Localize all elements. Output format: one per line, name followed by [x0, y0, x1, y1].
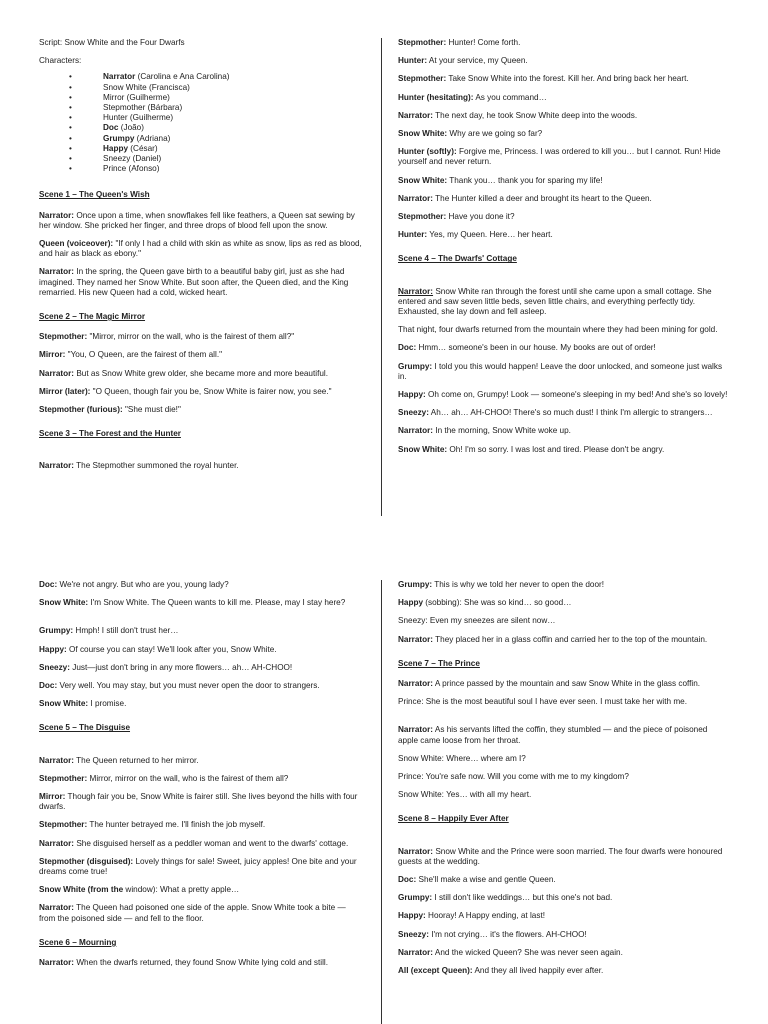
- speaker-name: Snow White:: [39, 598, 89, 608]
- speaker-name: Hunter:: [398, 230, 428, 240]
- dialogue-line: [39, 211, 364, 231]
- dialogue-line: [398, 426, 728, 436]
- dialogue-line: [398, 847, 728, 867]
- dialogue-line: [39, 820, 364, 830]
- dialogue-line: [39, 239, 364, 259]
- dialogue-text: Lovely things for sale! Sweet, juicy apples! One bite and your dreams come true!: [39, 856, 357, 877]
- speaker-name: Happy:: [398, 911, 426, 921]
- character-actor: (César): [128, 143, 158, 153]
- speaker-name: Doc:: [398, 875, 417, 885]
- speaker-name: Sneezy:: [398, 408, 429, 418]
- speaker-name: Doc:: [39, 681, 58, 691]
- dialogue-text: Very well. You may stay, but you must never open the door to strangers.: [57, 681, 320, 691]
- speaker-name: Narrator:: [39, 755, 75, 765]
- dialogue-line: [398, 445, 728, 455]
- dialogue-text: The hunter betrayed me. I'll finish the job myself.: [87, 820, 266, 830]
- speaker-name: Stepmother:: [398, 74, 447, 84]
- character-actor: (Carolina e Ana Carolina): [135, 72, 230, 82]
- speaker-name: Snow White (from the: [39, 885, 124, 895]
- speaker-name: Hunter:: [398, 56, 428, 66]
- dialogue-line: [398, 38, 728, 48]
- speaker-name: Narrator:: [39, 210, 75, 220]
- column-divider-bottom: [381, 580, 382, 1024]
- speaker-name: Narrator:: [398, 846, 434, 856]
- dialogue-line: [398, 111, 728, 121]
- speaker-name: Happy:: [398, 390, 426, 400]
- dialogue-line: [398, 635, 728, 645]
- dialogue-text: Take Snow White into the forest. Kill her. And bring back her heart.: [446, 74, 689, 84]
- dialogue-line: [398, 966, 728, 976]
- page1-right-column: [398, 38, 728, 463]
- dialogue-text: "She must die!": [122, 405, 181, 415]
- dialogue-line: [398, 147, 728, 167]
- dialogue-line: [398, 212, 728, 222]
- speaker-name: Grumpy:: [398, 893, 433, 903]
- speaker-name: Mirror:: [39, 792, 66, 802]
- dialogue-text: Why are we going so far?: [447, 129, 543, 139]
- speaker-name: All (except Queen):: [398, 966, 473, 976]
- scene-heading: Scene 1 – The Queen's Wish: [39, 190, 150, 200]
- dialogue-text: "O Queen, though fair you be, Snow White is fairer now, you see.": [90, 386, 332, 396]
- dialogue-line: [398, 790, 728, 800]
- dialogue-line: [398, 176, 728, 186]
- dialogue-line: [39, 626, 364, 636]
- dialogue-line: [398, 287, 728, 318]
- character-name: Hunter: [103, 113, 128, 123]
- dialogue-text: Yes, my Queen. Here… her heart.: [427, 230, 553, 240]
- speaker-name: Stepmother:: [398, 38, 447, 47]
- dialogue-text: I'm not crying… it's the flowers. AH-CHOO!: [428, 929, 587, 939]
- dialogue-line: [39, 332, 364, 342]
- dialogue-text: Ah… ah… AH-CHOO! There's so much dust! I think I'm allergic to strangers…: [428, 408, 713, 418]
- character-actor: (Guilherme): [127, 113, 174, 123]
- dialogue-line: [39, 405, 364, 415]
- character-name: Doc: [103, 123, 119, 133]
- character-name: Mirror: [103, 92, 125, 102]
- dialogue-text: In the spring, the Queen gave birth to a beautiful baby girl, just as she had imagined. They named her Snow White. But soon after, the Queen died, and the King remarried. His new Queen had a cold, wicked heart.: [39, 267, 349, 297]
- dialogue-text: "You, O Queen, are the fairest of them all.": [65, 350, 222, 360]
- dialogue-text: The next day, he took Snow White deep into the woods.: [433, 110, 638, 120]
- page2-right-column: [398, 580, 728, 984]
- dialogue-line: [39, 369, 364, 379]
- dialogue-line: [398, 772, 728, 782]
- dialogue-line: [398, 948, 728, 958]
- characters-label: Characters:: [39, 56, 82, 66]
- dialogue-line: [39, 839, 364, 849]
- dialogue-line: [39, 663, 364, 673]
- column-content: [398, 38, 728, 455]
- speaker-name: Snow White:: [39, 699, 89, 709]
- characters-list: [39, 72, 364, 174]
- speaker-name: Sneezy:: [398, 929, 429, 939]
- character-actor: (Guilherme): [124, 92, 170, 102]
- character-item: [69, 164, 364, 174]
- dialogue-line: [398, 390, 728, 400]
- speaker-name: Narrator:: [398, 426, 434, 436]
- dialogue-text: But as Snow White grew older, she became more and more beautiful.: [74, 368, 328, 378]
- dialogue-line: [39, 792, 364, 812]
- character-name: Sneezy: [103, 154, 131, 164]
- speaker-name: Narrator:: [39, 838, 75, 848]
- column-divider-top: [381, 38, 382, 516]
- dialogue-line: [398, 56, 728, 66]
- dialogue-line: [398, 725, 728, 745]
- dialogue-text: Forgive me, Princess. I was ordered to kill you… but I cannot. Run! Hide yourself and never return.: [398, 147, 721, 167]
- dialogue-line: [39, 387, 364, 397]
- dialogue-text: The Stepmother summoned the royal hunter.: [74, 461, 239, 471]
- speaker-name: Stepmother:: [39, 332, 88, 342]
- character-actor: (Adriana): [134, 133, 171, 143]
- dialogue-line: [39, 958, 364, 968]
- dialogue-text: Though fair you be, Snow White is fairer still. She lives beyond the hills with four dwarfs.: [39, 792, 358, 812]
- dialogue-text: Oh! I'm so sorry. I was lost and tired. Please don't be angry.: [447, 444, 665, 454]
- dialogue-line: [398, 230, 728, 240]
- dialogue-line: [398, 580, 728, 590]
- speaker-name: Stepmother (furious):: [39, 405, 123, 415]
- page2-left-column: [39, 580, 364, 976]
- dialogue-line: [39, 774, 364, 784]
- dialogue-text: When the dwarfs returned, they found Snow White lying cold and still.: [74, 958, 328, 968]
- dialogue-text: Once upon a time, when snowflakes fell like feathers, a Queen sat sewing by her window. She pricked her finger, and three drops of blood fell upon the snow.: [39, 210, 355, 230]
- dialogue-line: [39, 885, 364, 895]
- dialogue-text: Thank you… thank you for sparing my life!: [447, 175, 603, 185]
- dialogue-line: [39, 756, 364, 766]
- character-name: Stepmother: [103, 103, 146, 113]
- speaker-name: Grumpy:: [39, 626, 74, 636]
- dialogue-text: At your service, my Queen.: [427, 56, 528, 66]
- dialogue-text: I told you this would happen! Leave the door unlocked, and someone just walks in.: [398, 361, 723, 381]
- speaker-name: Narrator:: [39, 461, 75, 471]
- dialogue-line: [39, 857, 364, 877]
- scene-heading: Scene 3 – The Forest and the Hunter: [39, 429, 181, 439]
- speaker-name: Narrator:: [398, 634, 434, 644]
- dialogue-text: Hooray! A Happy ending, at last!: [425, 911, 545, 921]
- character-item: [69, 103, 364, 113]
- speaker-name: Hunter (hesitating):: [398, 92, 474, 102]
- character-item: [69, 123, 364, 133]
- character-actor: (Francisca): [146, 82, 190, 92]
- speaker-name: Narrator:: [39, 958, 75, 968]
- character-item: [69, 154, 364, 164]
- speaker-name: Doc:: [39, 580, 58, 589]
- speaker-name: Narrator:: [398, 679, 434, 689]
- dialogue-text: She'll make a wise and gentle Queen.: [416, 875, 556, 885]
- dialogue-text: Prince: She is the most beautiful soul I have ever seen. I must take her with me.: [398, 697, 687, 707]
- dialogue-text: The Queen returned to her mirror.: [74, 755, 199, 765]
- dialogue-text: This is why we told her never to open the door!: [432, 580, 605, 589]
- character-item: [69, 144, 364, 154]
- dialogue-text: And the wicked Queen? She was never seen again.: [433, 947, 623, 957]
- spacer: [398, 715, 728, 725]
- character-name: Grumpy: [103, 133, 135, 143]
- dialogue-text: Oh come on, Grumpy! Look — someone's sleeping in my bed! And she's so lovely!: [425, 390, 728, 400]
- scene-heading: Scene 6 – Mourning: [39, 937, 117, 947]
- speaker-name: Sneezy:: [39, 662, 70, 672]
- dialogue-text: In the morning, Snow White woke up.: [433, 426, 571, 436]
- character-actor: (Bárbara): [145, 103, 183, 113]
- dialogue-text: As his servants lifted the coffin, they stumbled — and the piece of poisoned apple came loose from her throat.: [398, 725, 708, 745]
- character-name: Happy: [103, 143, 129, 153]
- dialogue-line: [39, 681, 364, 691]
- dialogue-line: [39, 903, 364, 923]
- dialogue-line: [398, 598, 728, 608]
- script-title: Script: Snow White and the Four Dwarfs: [39, 38, 185, 47]
- speaker-name: Narrator:: [39, 903, 75, 913]
- character-name: Narrator: [103, 72, 136, 82]
- dialogue-text: I'm Snow White. The Queen wants to kill me. Please, may I stay here?: [88, 598, 346, 608]
- dialogue-text: Hmm… someone's been in our house. My books are out of order!: [416, 343, 656, 353]
- character-actor: (Daniel): [130, 154, 162, 164]
- scene-heading: Scene 4 – The Dwarfs' Cottage: [398, 254, 517, 264]
- dialogue-line: [398, 893, 728, 903]
- dialogue-text: The Queen had poisoned one side of the apple. Snow White took a bite — from the poisoned side — and fell to the floor.: [39, 903, 346, 923]
- dialogue-text: "Mirror, mirror on the wall, who is the fairest of them all?": [87, 332, 295, 342]
- dialogue-text: Hunter! Come forth.: [446, 38, 521, 47]
- character-item: [69, 93, 364, 103]
- dialogue-text: (sobbing): She was so kind… so good…: [423, 598, 572, 608]
- dialogue-text: I promise.: [88, 699, 127, 709]
- character-actor: (Afonso): [126, 164, 160, 174]
- dialogue-line: [39, 699, 364, 709]
- speaker-name: Stepmother (disguised):: [39, 856, 134, 866]
- dialogue-text: window): What a pretty apple…: [123, 885, 240, 895]
- dialogue-text: Sneezy: Even my sneezes are silent now…: [398, 616, 556, 626]
- speaker-name: Snow White:: [398, 175, 448, 185]
- character-actor: (João): [118, 123, 144, 133]
- dialogue-line: [398, 408, 728, 418]
- dialogue-text: That night, four dwarfs returned from the mountain where they had been mining for gold.: [398, 325, 718, 335]
- speaker-name: Narrator:: [39, 368, 75, 378]
- speaker-name: Happy: [398, 598, 424, 608]
- speaker-name: Stepmother:: [39, 773, 88, 783]
- dialogue-line: [398, 875, 728, 885]
- dialogue-text: Snow White and the Prince were soon married. The four dwarfs were honoured guests at the wedding.: [398, 846, 723, 866]
- dialogue-line: [39, 267, 364, 298]
- scene-heading: Scene 2 – The Magic Mirror: [39, 312, 146, 322]
- dialogue-line: [398, 930, 728, 940]
- dialogue-line: [39, 598, 364, 608]
- dialogue-line: [398, 679, 728, 689]
- dialogue-line: [398, 343, 728, 353]
- speaker-name: Narrator:: [398, 725, 434, 735]
- dialogue-line: [398, 362, 728, 382]
- dialogue-text: Prince: You're safe now. Will you come with me to my kingdom?: [398, 772, 629, 782]
- dialogue-text: A prince passed by the mountain and saw Snow White in the glass coffin.: [433, 679, 701, 689]
- dialogue-line: [398, 616, 728, 626]
- speaker-name: Mirror (later):: [39, 386, 91, 396]
- character-item: [69, 134, 364, 144]
- dialogue-text: Mirror, mirror on the wall, who is the fairest of them all?: [87, 773, 289, 783]
- speaker-name: Snow White:: [398, 129, 448, 139]
- speaker-name: Stepmother:: [39, 820, 88, 830]
- speaker-name: Grumpy:: [398, 361, 433, 371]
- character-item: [69, 113, 364, 123]
- dialogue-text: Hmph! I still don't trust her…: [73, 626, 179, 636]
- scene-heading: Scene 5 – The Disguise: [39, 723, 131, 733]
- dialogue-text: The Hunter killed a deer and brought its heart to the Queen.: [433, 193, 652, 203]
- dialogue-text: We're not angry. But who are you, young lady?: [57, 580, 229, 589]
- speaker-name: Queen (voiceover):: [39, 239, 114, 249]
- speaker-name: Narrator:: [398, 286, 434, 296]
- scene-heading: Scene 7 – The Prince: [398, 658, 480, 668]
- dialogue-text: She disguised herself as a peddler woman and went to the dwarfs' cottage.: [74, 838, 349, 848]
- speaker-name: Snow White:: [398, 444, 448, 454]
- dialogue-text: Snow White ran through the forest until she came upon a small cottage. She entered and saw seven little beds, seven little chairs, and everything perfectly tidy. Exhausted, she lay down and fell asleep.: [398, 286, 712, 317]
- speaker-name: Narrator:: [39, 267, 75, 277]
- spacer: [39, 616, 364, 626]
- dialogue-text: "If only I had a child with skin as white as snow, lips as red as blood, and hair as black as ebony.": [39, 239, 362, 259]
- dialogue-line: [39, 580, 364, 590]
- column-content: [398, 580, 728, 976]
- dialogue-line: [398, 911, 728, 921]
- dialogue-line: [39, 645, 364, 655]
- dialogue-line: [398, 93, 728, 103]
- speaker-name: Narrator:: [398, 110, 434, 120]
- dialogue-line: [39, 350, 364, 360]
- scene-heading: Scene 8 – Happily Ever After: [398, 814, 509, 824]
- dialogue-line: [398, 74, 728, 84]
- speaker-name: Happy:: [39, 644, 67, 654]
- character-item: [69, 83, 364, 93]
- dialogue-text: Snow White: Where… where am I?: [398, 753, 526, 763]
- speaker-name: Narrator:: [398, 947, 434, 957]
- character-item: [69, 72, 364, 82]
- dialogue-line: [39, 461, 364, 471]
- dialogue-text: Have you done it?: [446, 212, 515, 222]
- speaker-name: Narrator:: [398, 193, 434, 203]
- page1-left-column: [39, 38, 364, 480]
- dialogue-line: [398, 697, 728, 707]
- speaker-name: Hunter (softly):: [398, 147, 457, 157]
- dialogue-text: I still don't like weddings… but this one's not bad.: [432, 893, 613, 903]
- column-content: [39, 580, 364, 968]
- dialogue-text: As you command…: [473, 92, 547, 102]
- character-name: Snow White: [103, 82, 147, 92]
- dialogue-line: [398, 325, 728, 335]
- character-name: Prince: [103, 164, 127, 174]
- dialogue-text: And they all lived happily ever after.: [472, 966, 604, 976]
- dialogue-text: They placed her in a glass coffin and carried her to the top of the mountain.: [433, 634, 708, 644]
- speaker-name: Stepmother:: [398, 212, 447, 222]
- dialogue-line: [398, 129, 728, 139]
- speaker-name: Mirror:: [39, 350, 66, 360]
- dialogue-line: [398, 754, 728, 764]
- column-content: [39, 190, 364, 471]
- dialogue-text: Just—just don't bring in any more flowers… ah… AH-CHOO!: [69, 662, 293, 672]
- dialogue-text: Of course you can stay! We'll look after you, Snow White.: [66, 644, 277, 654]
- speaker-name: Doc:: [398, 343, 417, 353]
- speaker-name: Grumpy:: [398, 580, 433, 589]
- dialogue-text: Snow White: Yes… with all my heart.: [398, 790, 532, 800]
- dialogue-line: [398, 194, 728, 204]
